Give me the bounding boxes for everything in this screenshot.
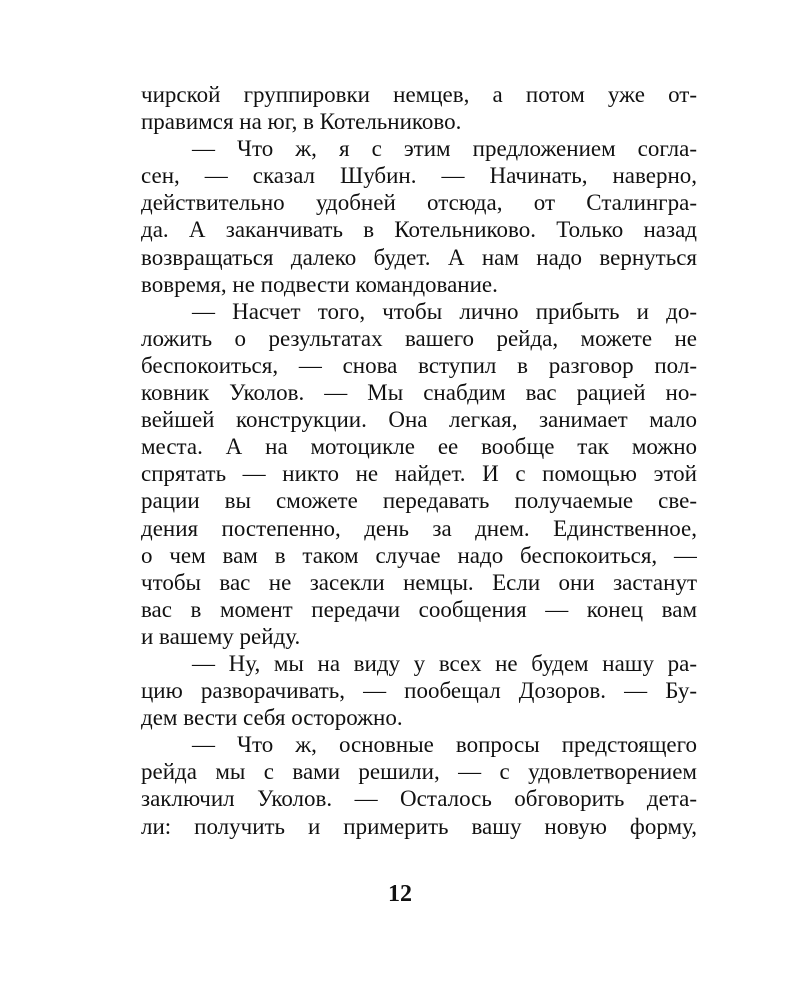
text-line: рации вы сможете передавать получаемые све- [141, 488, 697, 514]
text-line: дения постепенно, день за днем. Единственное, [141, 515, 697, 541]
text-line: — Ну, мы на виду у всех не будем нашу ра- [192, 650, 697, 676]
text-line: ковник Уколов. — Мы снабдим вас рацией но- [141, 380, 697, 406]
text-line: правимся на юг, в Котельниково. [141, 109, 462, 135]
text-line: — Что ж, я с этим предложением согла- [192, 136, 697, 162]
text-line: сен, — сказал Шубин. — Начинать, наверно, [141, 163, 697, 189]
text-line: спрятать — никто не найдет. И с помощью этой [141, 461, 697, 487]
text-line: вас в момент передачи сообщения — конец вам [141, 596, 697, 622]
text-line: действительно удобней отсюда, от Сталингра- [141, 190, 697, 216]
text-line: — Насчет того, чтобы лично прибыть и до- [192, 298, 697, 324]
text-line: рейда мы с вами решили, — с удовлетворением [141, 759, 697, 785]
text-line: вейшей конструкции. Она легкая, занимает мало [141, 407, 697, 433]
text-line: и вашему рейду. [141, 623, 301, 649]
text-line: — Что ж, основные вопросы предстоящего [192, 732, 697, 758]
text-line: ложить о результатах вашего рейда, можете не [141, 325, 697, 351]
text-line: беспокоиться, — снова вступил в разговор пол- [141, 352, 697, 378]
text-line: вовремя, не подвести командование. [141, 271, 498, 297]
text-line: да. А заканчивать в Котельниково. Только назад [141, 217, 697, 243]
text-line: места. А на мотоцикле ее вообще так можно [141, 434, 697, 460]
text-line: чтобы вас не засекли немцы. Если они застанут [141, 569, 697, 595]
text-line: о чем вам в таком случае надо беспокоиться, — [141, 542, 697, 568]
text-line: возвращаться далеко будет. А нам надо вернуться [141, 244, 697, 270]
text-line: цию разворачивать, — пообещал Дозоров. — Бу- [141, 678, 697, 704]
text-line: дем вести себя осторожно. [141, 705, 403, 731]
text-line: чирской группировки немцев, а потом уже от- [141, 82, 697, 107]
text-line: заключил Уколов. — Осталось обговорить дета- [141, 786, 697, 812]
body-text [141, 81, 697, 840]
text-line: ли: получить и примерить вашу новую форму, [141, 813, 697, 839]
page-number: 12 [388, 881, 412, 907]
